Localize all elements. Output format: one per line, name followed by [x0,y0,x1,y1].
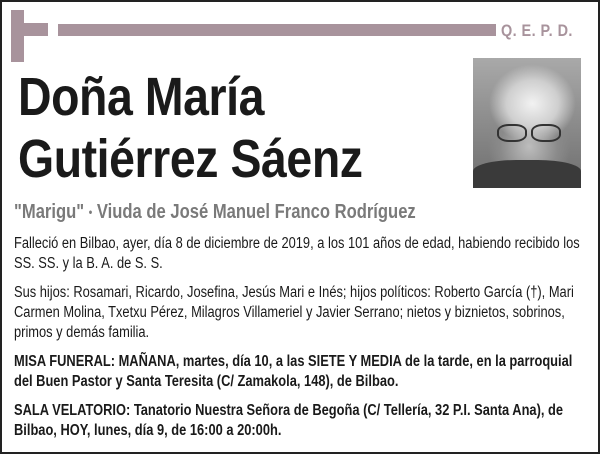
cross-vertical-bar [11,10,24,62]
funeral-paragraph: MISA FUNERAL: MAÑANA, martes, día 10, a las SIETE Y MEDIA de la tarde, en la parroquial del Buen Pastor y Santa Teresita (C/ Zamakola, 148), de Bilbao. [14,353,573,390]
qepd-label: Q. E. P. D. [501,21,573,40]
header-rule [58,24,496,36]
wake-paragraph: SALA VELATORIO: Tanatorio Nuestra Señora de Begoña (C/ Tellería, 32 P.I. Santa Ana), de Bilbao, HOY, lunes, día 9, de 16:00 a 20:00h. [14,402,564,439]
photo-shoulders [473,160,581,188]
glasses-lens [531,124,561,142]
nickname: "Marigu" [14,201,85,223]
deceased-name-line2: Gutiérrez Sáenz [18,129,363,189]
relation: Viuda de José Manuel Franco Rodríguez [96,201,416,223]
deceased-photo [473,58,581,188]
glasses-lens [497,124,527,142]
subtitle [14,201,587,224]
deceased-name-line1: Doña María [18,67,265,127]
family-paragraph: Sus hijos: Rosamari, Ricardo, Josefina, Jesús Mari e Inés; hijos políticos: Roberto García (†), Mari Carmen Molina, Txetxu Pérez, Milagros Villameriel y Javier Serrano; nietos y biznietos, sobrinos, primos y demás familia. [14,284,574,341]
obituary-body [14,234,587,450]
death-paragraph: Falleció en Bilbao, ayer, día 8 de diciembre de 2019, a los 101 años de edad, habiendo recibido los SS. SS. y la B. A. de S. S. [14,235,580,272]
cross-horizontal-bar [11,23,48,36]
separator-bullet: • [88,205,93,219]
